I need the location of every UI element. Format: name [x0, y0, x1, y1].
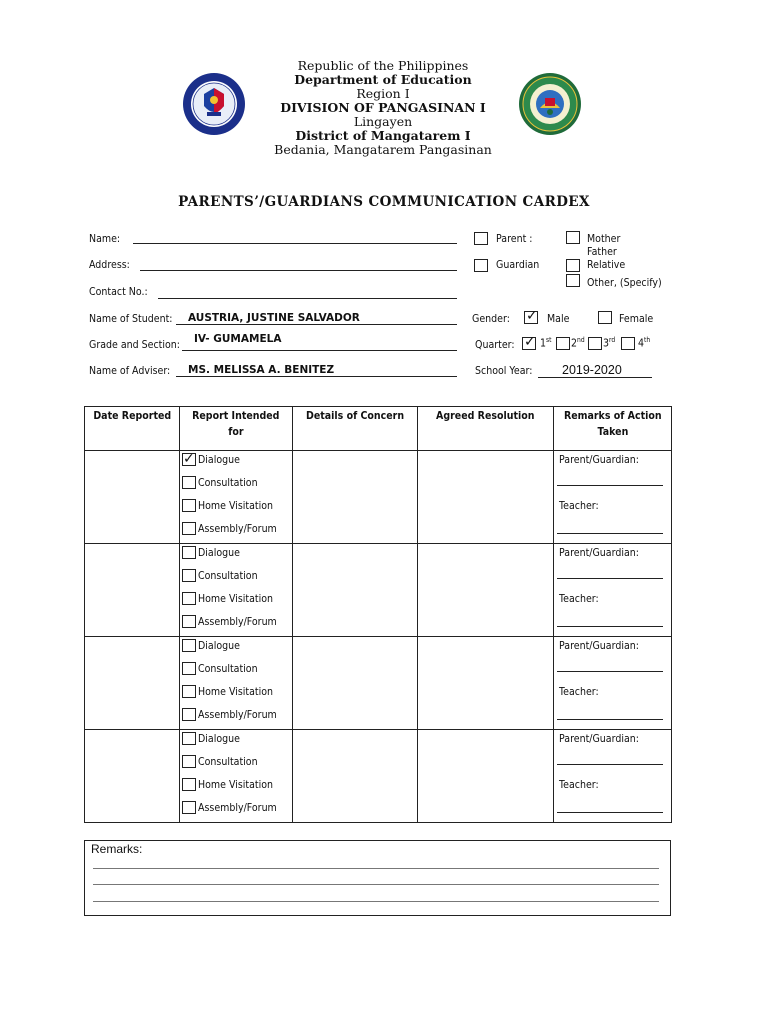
table-row	[85, 730, 672, 823]
table-header-row	[85, 407, 672, 451]
report-option[interactable]	[182, 777, 285, 791]
communication-table	[84, 406, 672, 823]
option-checkbox[interactable]	[182, 755, 196, 768]
option-label: Consultation	[198, 661, 258, 675]
quarter-4-checkbox[interactable]	[621, 337, 635, 350]
parent-guardian-label: Parent/Guardian:	[559, 732, 639, 745]
resolution-cell[interactable]	[418, 730, 554, 823]
date-cell[interactable]	[85, 451, 180, 544]
quarter-2-label: 2	[571, 336, 578, 350]
female-checkbox[interactable]	[598, 311, 612, 324]
address-field[interactable]	[140, 270, 457, 271]
father-label: Father	[587, 245, 617, 258]
mother-checkbox[interactable]	[566, 231, 580, 244]
remarks-label: Remarks:	[91, 842, 143, 856]
report-option[interactable]	[182, 800, 290, 814]
report-option[interactable]	[182, 754, 267, 768]
option-checkbox[interactable]	[182, 499, 196, 512]
student-field[interactable]	[176, 324, 457, 325]
grade-field[interactable]	[182, 350, 457, 351]
report-cell	[180, 637, 293, 730]
name-field[interactable]	[133, 243, 457, 244]
guardian-label: Guardian	[496, 258, 540, 271]
header-district: District of Mangatarem I	[295, 128, 471, 143]
quarter-1-label: 1	[540, 336, 547, 350]
header-address: Bedania, Mangatarem Pangasinan	[274, 142, 492, 157]
table-row	[85, 544, 672, 637]
col-header-resolution-text: Agreed Resolution	[436, 409, 535, 422]
date-cell[interactable]	[85, 730, 180, 823]
option-checkbox[interactable]	[182, 801, 196, 814]
check-icon: ✓	[526, 308, 538, 324]
mother-label: Mother	[587, 232, 621, 245]
report-option[interactable]	[182, 614, 290, 628]
col-header-resolution	[418, 407, 554, 451]
option-checkbox[interactable]	[182, 708, 196, 721]
quarter-4-label: 4	[638, 336, 645, 350]
school-year-label: School Year:	[475, 364, 533, 377]
teacher-label: Teacher:	[559, 499, 599, 512]
other-label: Other, (Specify)	[587, 276, 662, 289]
header-department: Department of Education	[294, 72, 472, 87]
option-checkbox[interactable]	[182, 615, 196, 628]
col-header-date-text: Date Reported	[93, 409, 171, 422]
quarter-2-checkbox[interactable]	[556, 337, 570, 350]
report-option[interactable]	[182, 638, 247, 652]
option-label: Dialogue	[198, 638, 240, 652]
col-header-date	[85, 407, 180, 451]
details-cell[interactable]	[293, 637, 418, 730]
option-label: Assembly/Forum	[198, 707, 277, 721]
report-option[interactable]	[182, 545, 247, 559]
option-label: Home Visitation	[198, 591, 274, 605]
quarter-label: Quarter:	[475, 338, 515, 351]
parent-signature-line[interactable]	[557, 671, 663, 672]
option-label: Consultation	[198, 475, 258, 489]
date-cell[interactable]	[85, 637, 180, 730]
gender-label: Gender:	[472, 312, 510, 325]
report-option[interactable]	[182, 684, 285, 698]
report-option[interactable]	[182, 661, 267, 675]
header-lingayen: Lingayen	[353, 114, 413, 129]
quarter-1-checkbox[interactable]	[522, 334, 536, 350]
male-label: Male	[547, 312, 570, 325]
parent-guardian-label: Parent/Guardian:	[559, 546, 639, 559]
parent-label: Parent :	[496, 232, 533, 245]
quarter-2-suffix: nd	[577, 336, 585, 344]
remarks-cell[interactable]	[554, 451, 672, 544]
header-republic: Republic of the Philippines	[297, 58, 469, 73]
option-label: Home Visitation	[198, 498, 274, 512]
report-option[interactable]	[182, 498, 285, 512]
option-checkbox[interactable]	[182, 450, 196, 467]
grade-value: IV- GUMAMELA	[194, 333, 282, 345]
option-checkbox[interactable]	[182, 662, 196, 675]
col-header-report	[180, 407, 293, 451]
page-title: PARENTS’/GUARDIANS COMMUNICATION CARDEX	[178, 194, 590, 210]
parent-signature-line[interactable]	[557, 764, 663, 765]
option-checkbox[interactable]	[182, 778, 196, 791]
school-year-value: 2019-2020	[562, 363, 622, 377]
details-cell[interactable]	[293, 544, 418, 637]
resolution-cell[interactable]	[418, 544, 554, 637]
option-label: Home Visitation	[198, 684, 274, 698]
remarks-box[interactable]	[84, 840, 671, 916]
table-row	[85, 637, 672, 730]
teacher-label: Teacher:	[559, 778, 599, 791]
option-label: Dialogue	[198, 452, 240, 466]
col-header-remarks-line2: Taken	[597, 425, 628, 438]
option-label: Consultation	[198, 754, 258, 768]
resolution-cell[interactable]	[418, 637, 554, 730]
option-label: Consultation	[198, 568, 258, 582]
student-label: Name of Student:	[89, 312, 173, 325]
parent-checkbox[interactable]	[474, 232, 488, 245]
option-checkbox[interactable]	[182, 522, 196, 535]
other-checkbox[interactable]	[566, 274, 580, 287]
parent-signature-line[interactable]	[557, 485, 663, 486]
teacher-signature-line[interactable]	[557, 626, 663, 627]
remarks-line	[93, 868, 659, 869]
option-label: Dialogue	[198, 731, 240, 745]
col-header-remarks	[554, 407, 672, 451]
contact-field[interactable]	[158, 298, 457, 299]
female-label: Female	[619, 312, 654, 325]
address-label: Address:	[89, 258, 130, 271]
remarks-line	[93, 901, 659, 902]
quarter-4-suffix: th	[644, 336, 651, 344]
quarter-3-suffix: rd	[609, 336, 616, 344]
remarks-cell[interactable]	[554, 730, 672, 823]
report-cell	[180, 730, 293, 823]
date-cell[interactable]	[85, 544, 180, 637]
name-label: Name:	[89, 232, 121, 245]
option-checkbox[interactable]	[182, 476, 196, 489]
col-header-report-line1: Report Intended	[192, 409, 280, 422]
adviser-field[interactable]	[176, 376, 457, 377]
report-option[interactable]	[182, 475, 267, 489]
report-option[interactable]	[182, 707, 290, 721]
parent-guardian-label: Parent/Guardian:	[559, 453, 639, 466]
relative-label: Relative	[587, 258, 626, 271]
report-option[interactable]	[182, 591, 285, 605]
option-checkbox[interactable]	[182, 592, 196, 605]
details-cell[interactable]	[293, 730, 418, 823]
remarks-cell[interactable]	[554, 637, 672, 730]
details-cell[interactable]	[293, 451, 418, 544]
option-checkbox[interactable]	[182, 639, 196, 652]
option-label: Assembly/Forum	[198, 614, 277, 628]
col-header-details	[293, 407, 418, 451]
teacher-label: Teacher:	[559, 685, 599, 698]
option-label: Home Visitation	[198, 777, 274, 791]
check-icon: ✓	[524, 334, 536, 350]
option-checkbox[interactable]	[182, 685, 196, 698]
relative-checkbox[interactable]	[566, 259, 580, 272]
header-region: Region I	[356, 86, 410, 101]
resolution-cell[interactable]	[418, 451, 554, 544]
school-year-field[interactable]	[538, 377, 652, 378]
option-checkbox[interactable]	[182, 569, 196, 582]
grade-label: Grade and Section:	[89, 338, 180, 351]
option-label: Assembly/Forum	[198, 800, 277, 814]
header-division: DIVISION OF PANGASINAN I	[280, 100, 486, 115]
guardian-checkbox[interactable]	[474, 259, 488, 272]
student-value: AUSTRIA, JUSTINE SALVADOR	[188, 312, 360, 324]
quarter-1-suffix: st	[546, 336, 552, 344]
report-cell	[180, 544, 293, 637]
remarks-line	[93, 884, 659, 885]
teacher-signature-line[interactable]	[557, 533, 663, 534]
male-checkbox[interactable]	[524, 308, 538, 324]
col-header-details-text: Details of Concern	[305, 409, 405, 422]
option-checkbox[interactable]	[182, 732, 196, 745]
adviser-label: Name of Adviser:	[89, 364, 171, 377]
teacher-signature-line[interactable]	[557, 719, 663, 720]
adviser-value: MS. MELISSA A. BENITEZ	[188, 364, 335, 376]
teacher-signature-line[interactable]	[557, 812, 663, 813]
check-icon: ✓	[183, 450, 195, 467]
col-header-remarks-line1: Remarks of Action	[563, 409, 662, 422]
option-label: Assembly/Forum	[198, 521, 277, 535]
contact-label: Contact No.:	[89, 285, 148, 298]
option-checkbox[interactable]	[182, 546, 196, 559]
report-option[interactable]	[182, 521, 290, 535]
parent-signature-line[interactable]	[557, 578, 663, 579]
col-header-report-line2: for	[228, 425, 244, 438]
quarter-3-label: 3	[603, 336, 610, 350]
option-label: Dialogue	[198, 545, 240, 559]
quarter-3-checkbox[interactable]	[588, 337, 602, 350]
report-option[interactable]	[182, 568, 267, 582]
parent-guardian-label: Parent/Guardian:	[559, 639, 639, 652]
report-option[interactable]	[182, 731, 247, 745]
table-row	[85, 451, 672, 544]
teacher-label: Teacher:	[559, 592, 599, 605]
report-cell	[180, 451, 293, 544]
remarks-cell[interactable]	[554, 544, 672, 637]
report-option[interactable]	[182, 452, 247, 466]
